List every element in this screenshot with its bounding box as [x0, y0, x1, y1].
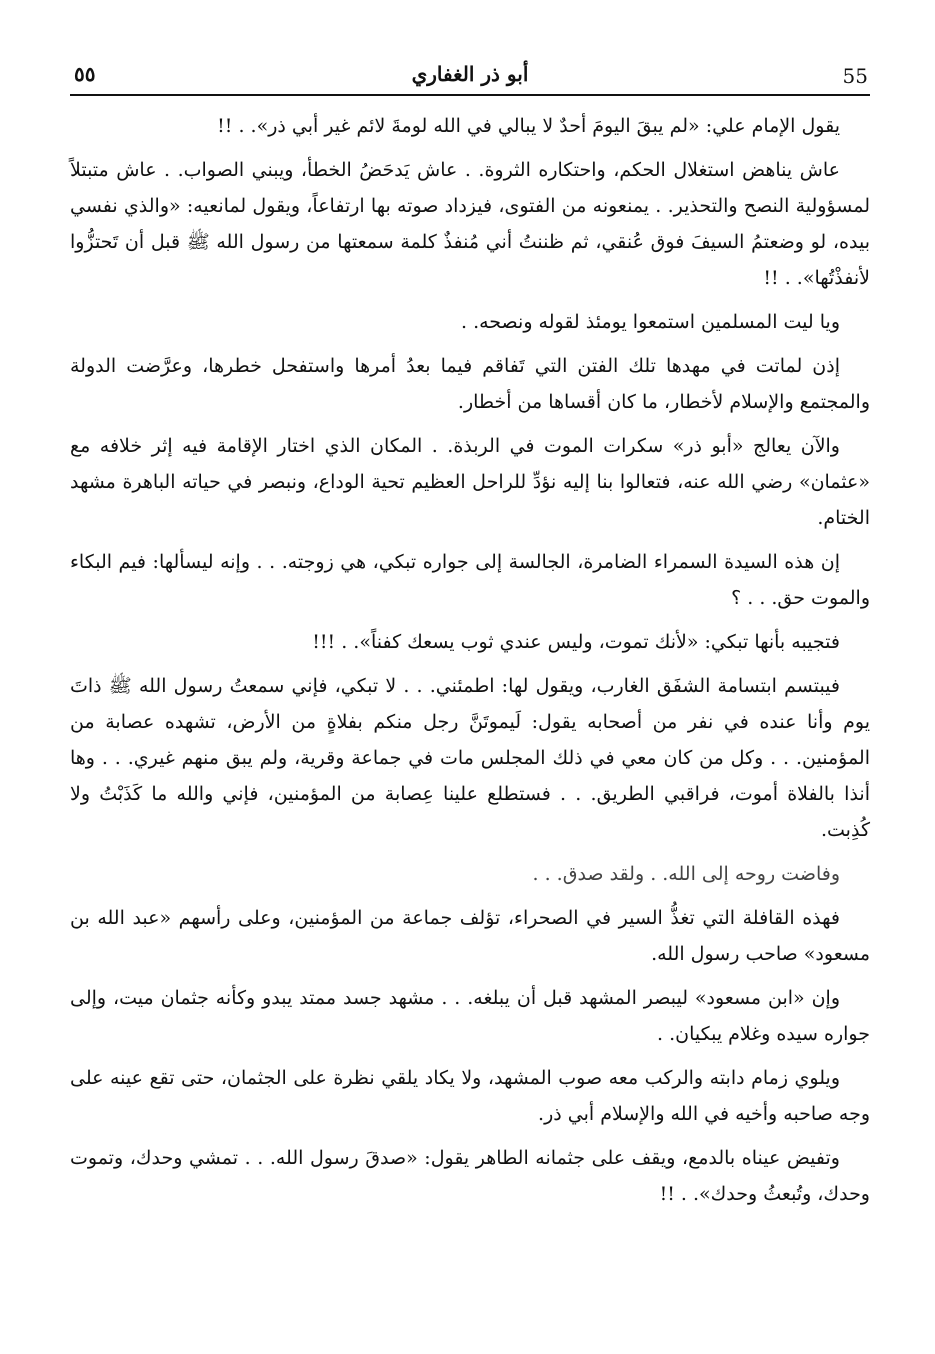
- header-rule: [70, 94, 870, 96]
- running-title: أبو ذر الغفاري: [411, 62, 529, 86]
- paragraph: وإن «ابن مسعود» ليبصر المشهد قبل أن يبلغه. . . مشهد جسد ممتد يبدو وكأنه جثمان ميت، وإلى جواره سيده وغلام يبكيان. .: [70, 987, 870, 1045]
- paragraph: إذن لماتت في مهدها تلك الفتن التي تَفاقم فيما بعدُ أمرها واستفحل خطرها، وعرَّضت الدولة والمجتمع والإسلام لأخطار، ما كان أقساها من أخطار.: [70, 355, 870, 413]
- page-number-latin: 55: [842, 64, 868, 88]
- paragraph: وتفيض عيناه بالدمع، ويقف على جثمانه الطاهر يقول: «صدقَ رسول الله. . . تمشي وحدك، وتموت وحدك، وتُبعثُ وحدك». . !!: [70, 1147, 870, 1205]
- paragraph: يقول الإمام علي: «لم يبقَ اليومَ أحدٌ لا يبالي في الله لومةَ لائم غير أبي ذر». . !!: [217, 115, 840, 137]
- paragraph: ويلوي زمام دابته والركب معه صوب المشهد، ولا يكاد يلقي نظرة على الجثمان، حتى تقع عينه على وجه صاحبه وأخيه في الله والإسلام أبي ذر.: [70, 1067, 870, 1125]
- paragraph: عاش يناهض استغلال الحكم، واحتكاره الثروة. . عاش يَدحَضُ الخطأ، ويبني الصواب. . عاش متبتلاً لمسؤولية النصح والتحذير. . يمنعونه من الفتوى، فيزداد صوته بها ارتفاعاً، ويقول لمانعيه: «والذي نفسي بيده، لو وضعتمُ السيفَ فوق عُنقي، ثم ظننتُ أني مُنفذٌ كلمة سمعتها من رسول الله ﷺ قبل أن تَحتزُّوا لأنفذْتُها». . !!: [70, 159, 870, 289]
- page-number-arabic: ٥٥: [74, 62, 96, 86]
- paragraph: إن هذه السيدة السمراء الضامرة، الجالسة إلى جواره تبكي، هي زوجته. . . وإنه ليسألها: فيم البكاء والموت حق. . . ؟: [70, 551, 870, 609]
- paragraph: ويا ليت المسلمين استمعوا يومئذ لقوله ونصحه. .: [460, 311, 840, 333]
- paragraph: فهذه القافلة التي تغذُّ السير في الصحراء، تؤلف جماعة من المؤمنين، وعلى رأسهم «عبد الله بن مسعود» صاحب رسول الله.: [70, 907, 870, 965]
- paragraph: والآن يعالج «أبو ذر» سكرات الموت في الربذة. . المكان الذي اختار الإقامة فيه إثر خلافه مع «عثمان» رضي الله عنه، فتعالوا بنا إليه نؤدِّ للراحل العظيم تحية الوداع، ونبصر في حياته الباهرة مشهد الختام.: [70, 435, 870, 529]
- paragraph: وفاضت روحه إلى الله. . ولقد صدق. . .: [532, 863, 840, 885]
- paragraph: فتجيبه بأنها تبكي: «لأنك تموت، وليس عندي ثوب يسعك كفناً». . !!!: [312, 631, 840, 653]
- page-body: [70, 108, 870, 1220]
- running-header: [70, 52, 870, 96]
- paragraph: فيبتسم ابتسامة الشفَق الغارب، ويقول لها: اطمئني. . . لا تبكي، فإني سمعتُ رسول الله ﷺ ذاتَ يوم وأنا عنده في نفر من أصحابه يقول: لَيموتَنَّ رجل منكم بفلاةٍ من الأرض، تشهده عصابة من المؤمنين. . . وكل من كان معي في ذلك المجلس مات في جماعة وقرية، ولم يبق منهم غيري. . . وها أنذا بالفلاة أموت، فراقبي الطريق. . . فستطلع علينا عِصابة من المؤمنين، فإني والله ما كَذَبْتُ ولا كُذِبت.: [70, 675, 870, 841]
